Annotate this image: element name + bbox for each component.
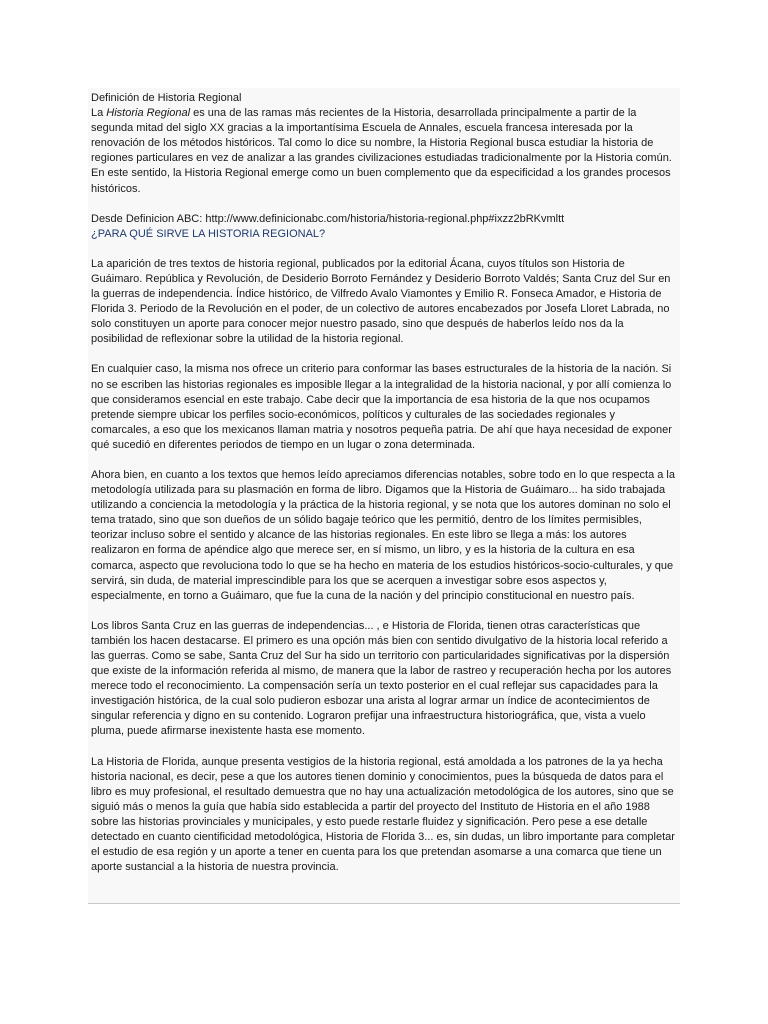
body-paragraph: Los libros Santa Cruz en las guerras de independencias... , e Historia de Florida, tienen otras características que también los hacen destacarse. El primero es una opción más bien con sentido divulgativo de la historia local referido a las guerras. Como se sabe, Santa Cruz del Sur ha sido un territorio con particularidades significativas por la dispersión que existe de la información referida al mismo, de manera que la labor de rastreo y recuperación hecha por los autores merece todo el reconocimiento. La compensación sería un texto posterior en el cual reflejar sus capacidades para la investigación histórica, de la cual solo pudieron esbozar una arista al lograr armar un índice de acontecimientos de singular referencia y digno en su contenido. Lograron prefijar una infraestructura historiográfica, que, vista a vuelo pluma, puede afirmarse inexistente hasta ese momento.: [91, 619, 672, 738]
intro-lead: La: [91, 107, 107, 120]
body-paragraph: La Historia de Florida, aunque presenta vestigios de la historia regional, está amoldada a los patrones de la ya hecha historia nacional, es decir, pese a que los autores tienen dominio y conocimientos, pues la búsqueda de datos para el libro es muy profesional, el resultado demuestra que no hay una actualización metodológica de los autores, sino que se siguió más o menos la guía que había sido establecida a partir del proyecto del Instituto de Historia en el año 1988 sobre las historias provinciales y municipales, y esto puede restarle fluidez y significación. Pero pese a ese detalle detectado en cuanto cientificidad metodológica, Historia de Florida 3... es, sin dudas, un libro importante para completar el estudio de esa región y un aporte a tener en cuenta para los que pretendan asomarse a una comarca que tiene un aporte sustancial a la historia de nuestra provincia.: [91, 755, 675, 874]
body-paragraph: Ahora bien, en cuanto a los textos que hemos leído apreciamos diferencias notables, sobre todo en lo que respecta a la metodología utilizada para su plasmación en forma de libro. Digamos que la Historia de Guáimaro... ha sido trabajada utilizando a conciencia la metodología y la práctica de la historia regional, y se nota que los autores dominan no solo el tema tratado, sino que son dueños de un sólido bagaje teórico que les permitió, dentro de los límites permisibles, teorizar incluso sobre el sentido y alcance de las historias regionales. En este libro se llega a más: los autores realizaron en forma de apéndice algo que merece ser, en sí mismo, un libro, y es la historia de la cultura en esa comarca, aspecto que revoluciona todo lo que se ha hecho en materia de los estudios históricos-socio-culturales, y que servirá, sin duda, de material imprescindible para los que se acerquen a investigar sobre esos aspectos y, especialmente, en torno a Guáimaro, que fue la cuna de la nación y del principio constitucional en nuestro país.: [91, 468, 675, 602]
document-page: [88, 88, 680, 904]
body-paragraph: La aparición de tres textos de historia regional, publicados por la editorial Ácana, cuyos títulos son Historia de Guáimaro. República y Revolución, de Desiderio Borroto Fernández y Desiderio Borroto Valdés; Santa Cruz del Sur en la guerras de independencia. Índice histórico, de Vilfredo Avalo Viamontes y Emilio R. Fonseca Amador, e Historia de Florida 3. Periodo de la Revolución en el poder, de un colectivo de autores encabezados por Josefa Lloret Labrada, no solo constituyen un aporte para conocer mejor nuestro pasado, sino que después de haberlos leído nos da la posibilidad de reflexionar sobre la utilidad de la historia regional.: [91, 257, 671, 346]
source-citation: Desde Definicion ABC: http://www.definicionabc.com/historia/historia-regional.php#ixzz2bRKvmltt: [91, 212, 565, 225]
body-paragraph: En cualquier caso, la misma nos ofrece un criterio para conformar las bases estructurales de la historia de la nación. Si no se escriben las historias regionales es imposible llegar a la integralidad de la historia nacional, y por allí comienza lo que consideramos esencial en este trabajo. Cabe decir que la importancia de esa historia de la que nos ocupamos pretende siempre ubicar los perfiles socio-económicos, políticos y culturales de las sociedades regionales y comarcales, a eso que los mexicanos llaman matria y nosotros pequeña patria. De ahí que haya necesidad de exponer qué sucedió en diferentes periodos de tiempo en un lugar o zona determinada.: [91, 363, 672, 451]
document-heading: Definición de Historia Regional: [91, 92, 242, 104]
intro-rest: es una de las ramas más recientes de la Historia, desarrollada principalmente a partir de la segunda mitad del siglo XX gracias a la importantísima Escuela de Annales, escuela francesa interesada por la renovación de los métodos históricos. Tal como lo dice su nombre, la Historia Regional busca estudiar la historia de regiones particulares en vez de analizar a las grandes civilizaciones estudiadas tradicionalmente por la Historia común. En este sentido, la Historia Regional emerge como un buen complemento que da especificidad a los grandes procesos históricos.: [91, 107, 672, 195]
question-heading-link[interactable]: ¿PARA QUÉ SIRVE LA HISTORIA REGIONAL?: [91, 227, 326, 240]
intro-term: Historia Regional: [106, 107, 191, 120]
intro-paragraph: [91, 106, 675, 197]
document-content: [91, 91, 675, 890]
